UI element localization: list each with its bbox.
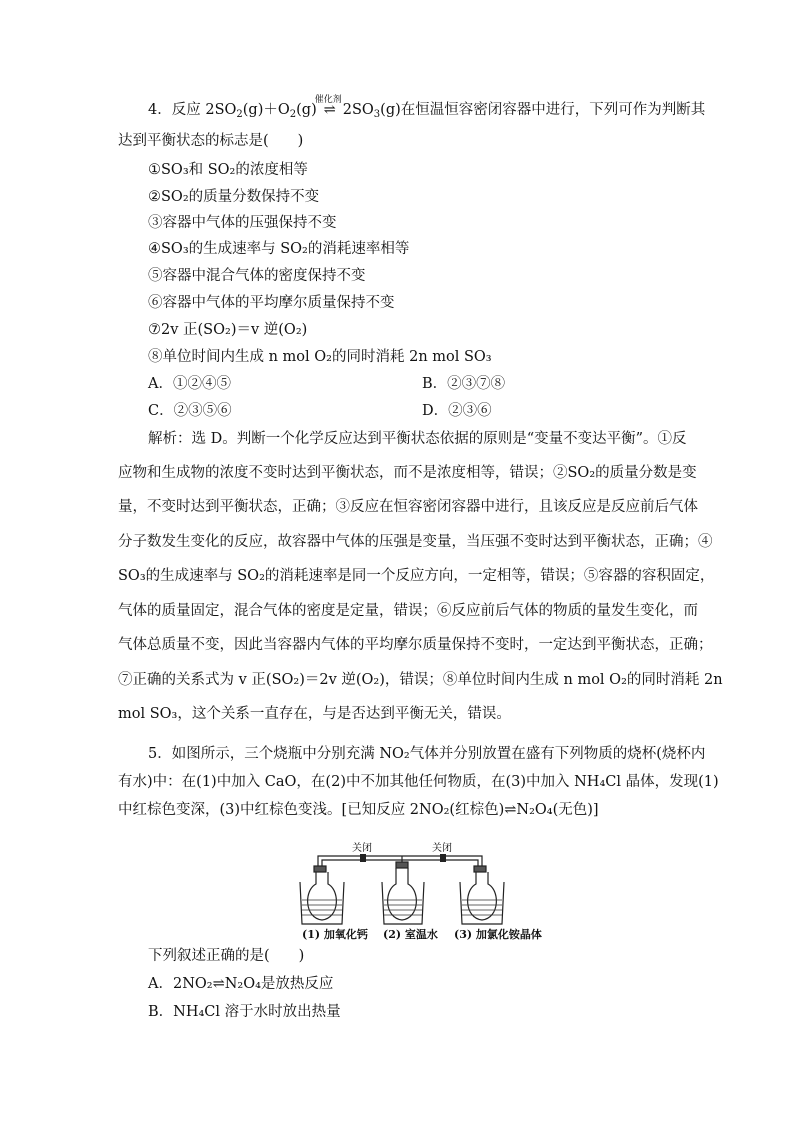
q4-analysis-line4: 分子数发生变化的反应，故容器中气体的压强是变量，当压强不变时达到平衡状态，正确；④ (118, 534, 713, 550)
q4-analysis-line1: 解析：选 D。判断一个化学反应达到平衡状态依据的原则是“变量不变达平衡”。①反 (148, 431, 687, 447)
q4-analysis-line5: SO₃的生成速率与 SO₂的消耗速率是同一个反应方向，一定相等，错误；⑤容器的容积固定， (118, 568, 715, 584)
q4-analysis-line8: ⑦正确的关系式为 v 正(SO₂)＝2v 逆(O₂)，错误；⑧单位时间内生成 n mol O₂的同时消耗 2n (118, 672, 723, 688)
q5-stem-line1: 5．如图所示，三个烧瓶中分别充满 NO₂气体并分别放置在盛有下列物质的烧杯(烧杯内 (148, 746, 706, 762)
q4-item-7: ⑦2v 正(SO₂)＝v 逆(O₂) (148, 322, 308, 338)
q4-item-5: ⑤容器中混合气体的密度保持不变 (148, 268, 366, 284)
figure-caption-3: (3) 加氯化铵晶体 (454, 928, 542, 941)
valve-right-icon (440, 854, 446, 862)
q5-option-b: B．NH₄Cl 溶于水时放出热量 (148, 1004, 341, 1020)
q4-option-d: D．②③⑥ (422, 403, 492, 419)
figure-caption-1: (1) 加氧化钙 (302, 928, 368, 941)
q4-analysis-line2: 应物和生成物的浓度不变时达到平衡状态，而不是浓度相等，错误；②SO₂的质量分数是变 (118, 465, 697, 481)
q4-item-2: ②SO₂的质量分数保持不变 (148, 189, 320, 205)
q4-item-8: ⑧单位时间内生成 n mol O₂的同时消耗 2n mol SO₃ (148, 349, 492, 365)
q4-option-a: A．①②④⑤ (148, 376, 231, 392)
catalyst-label: 催化剂 (314, 95, 342, 105)
q4-item-1: ①SO₃和 SO₂的浓度相等 (148, 162, 308, 178)
q4-analysis-line6: 气体的质量固定，混合气体的密度是定量，错误；⑥反应前后气体的物质的量发生变化，而 (118, 603, 698, 619)
valve-left-label: 关闭 (352, 843, 372, 854)
q4-option-c: C．②③⑤⑥ (148, 403, 232, 419)
catalyst-equilibrium-arrow (314, 95, 343, 120)
q4-stem-line1: 4．反应 $2SO_2(g)+O_2(g)$ 催化剂 ⇌ $2SO_3(g)$在恒温恒容密闭容器中进行，下列可作为判断其 (148, 100, 705, 120)
q4-item-3: ③容器中气体的压强保持不变 (148, 215, 337, 231)
valve-left-icon (360, 854, 366, 862)
q4-number: 4． (148, 102, 172, 118)
q4-stem-line2: 达到平衡状态的标志是( ) (118, 133, 304, 149)
q5-stem-line2: 有水)中：在(1)中加入 CaO，在(2)中不加其他任何物质，在(3)中加入 NH₄Cl 晶体，发现(1) (118, 774, 719, 790)
valve-right-label: 关闭 (432, 843, 452, 854)
q4-analysis-line3: 量，不变时达到平衡状态，正确；③反应在恒容密闭容器中进行，且该反应是反应前后气体 (118, 499, 698, 515)
q4-item-4: ④SO₃的生成速率与 SO₂的消耗速率相等 (148, 241, 410, 257)
equilibrium-arrow-icon: ⇌ (323, 102, 336, 118)
q4-option-b: B．②③⑦⑧ (422, 376, 506, 392)
q4-item-6: ⑥容器中气体的平均摩尔质量保持不变 (148, 295, 395, 311)
q5-stem-line3: 中红棕色变深，(3)中红棕色变浅。[已知反应 2NO₂(红棕色)⇌N₂O₄(无色)] (118, 802, 599, 818)
q4-analysis-line7: 气体总质量不变，因此当容器内气体的平均摩尔质量保持不变时，一定达到平衡状态，正确； (118, 637, 713, 653)
q5-question: 下列叙述正确的是( ) (148, 948, 305, 964)
figure-caption-2: (2) 室温水 (383, 928, 438, 941)
q5-option-a: A．2NO₂⇌N₂O₄是放热反应 (148, 976, 334, 992)
q4-analysis-line9: mol SO₃，这个关系一直存在，与是否达到平衡无关，错误。 (118, 706, 511, 722)
